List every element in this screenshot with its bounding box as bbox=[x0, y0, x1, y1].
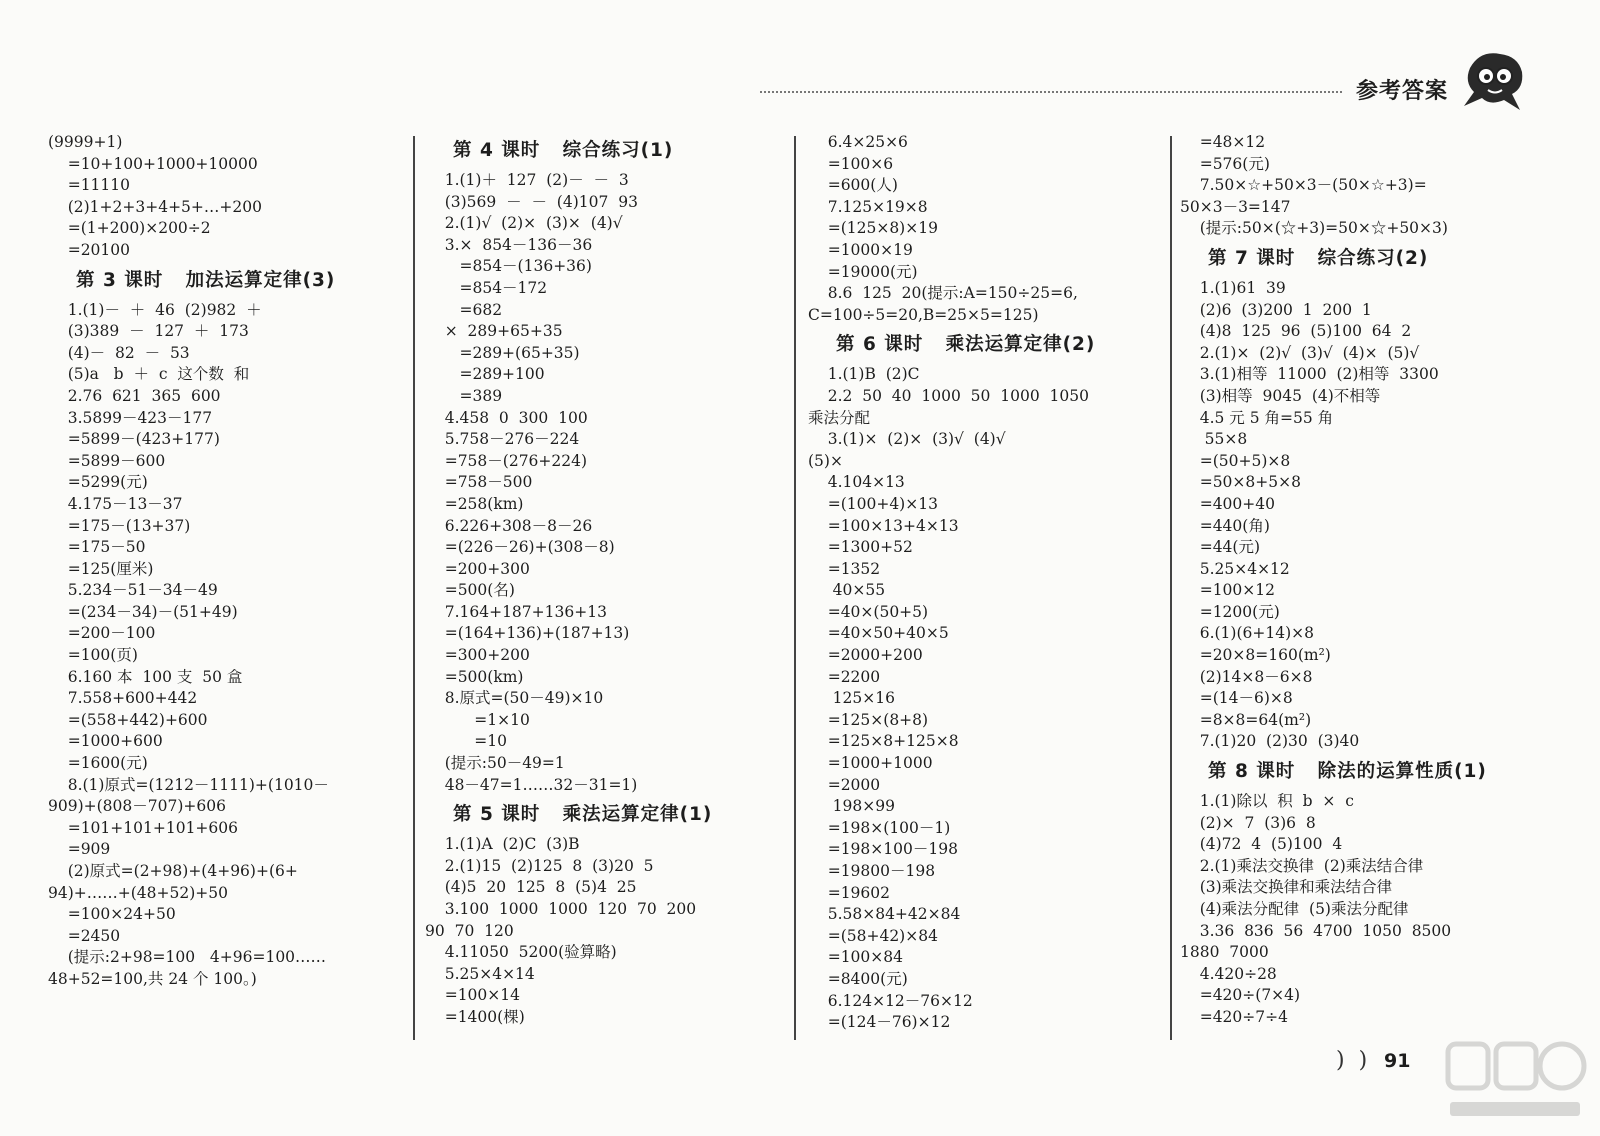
watermark-logo-icon bbox=[1440, 1036, 1590, 1130]
answer-line: 1880 7000 bbox=[1180, 943, 1269, 962]
answer-line: =854－172 bbox=[425, 278, 548, 297]
answer-line: =(164+136)+(187+13) bbox=[425, 624, 630, 643]
answer-line: =1×10 bbox=[425, 710, 530, 729]
answer-line: =576(元) bbox=[1180, 154, 1270, 173]
answer-line: 7.164+187+136+13 bbox=[425, 602, 607, 621]
answer-line: 3.× 854－136－36 bbox=[425, 235, 593, 254]
answer-line: 90 70 120 bbox=[425, 921, 514, 940]
answer-line: (3)乘法交换律和乘法结合律 bbox=[1180, 878, 1393, 897]
answer-line: (3)相等 9045 (4)不相等 bbox=[1180, 386, 1381, 405]
answer-line: =300+200 bbox=[425, 646, 530, 665]
answer-line: =8×8=64(m²) bbox=[1180, 710, 1312, 729]
answer-line: 7.558+600+442 bbox=[48, 689, 198, 708]
answer-line: 8.6 125 20(提示:A=150÷25=6, bbox=[808, 284, 1078, 303]
answer-line: =100(页) bbox=[48, 646, 138, 665]
answer-line: =(14－6)×8 bbox=[1180, 689, 1293, 708]
answer-line: =100×14 bbox=[425, 986, 520, 1005]
lesson-heading: 第 6 课时 乘法运算定律(2) bbox=[836, 334, 1096, 356]
answer-line: (提示:2+98=100 4+96=100…… bbox=[48, 948, 327, 967]
answer-line: =289+(65+35) bbox=[425, 343, 580, 362]
answer-line: 1.(1)B (2)C bbox=[808, 365, 920, 384]
footer-marks: ) ) bbox=[1336, 1048, 1368, 1073]
answer-line: 5.58×84+42×84 bbox=[808, 905, 961, 924]
answer-line: (4)5 20 125 8 (5)4 25 bbox=[425, 878, 637, 897]
answer-line: =5899－(423+177) bbox=[48, 430, 220, 449]
answer-line: 48+52=100,共 24 个 100。) bbox=[48, 969, 257, 988]
answer-line: =40×(50+5) bbox=[808, 602, 929, 621]
answer-column-3 bbox=[808, 132, 1158, 1044]
answer-line: =20100 bbox=[48, 240, 131, 259]
answer-line: =500(km) bbox=[425, 667, 524, 686]
answer-line: (2)6 (3)200 1 200 1 bbox=[1180, 300, 1372, 319]
answer-line: 3.(1)× (2)× (3)√ (4)√ bbox=[808, 430, 1006, 449]
answer-line: =(100+4)×13 bbox=[808, 494, 938, 513]
answer-line: =19000(元) bbox=[808, 262, 918, 281]
answer-line: 1.(1)除以 积 b × c bbox=[1180, 792, 1354, 811]
answer-line: =198×(100－1) bbox=[808, 818, 951, 837]
answer-line: 4.11050 5200(验算略) bbox=[425, 943, 617, 962]
answer-line: =100×12 bbox=[1180, 581, 1275, 600]
answer-line: 6.4×25×6 bbox=[808, 133, 908, 151]
answer-line: 3.36 836 56 4700 1050 8500 bbox=[1180, 921, 1452, 940]
answer-line: =289+100 bbox=[425, 365, 545, 384]
answer-line: =1352 bbox=[808, 559, 881, 578]
answer-line: (4)乘法分配律 (5)乘法分配律 bbox=[1180, 900, 1409, 918]
answer-line: 1.(1)－ ＋ 46 (2)982 ＋ bbox=[48, 300, 262, 319]
answer-line: 8.原式=(50－49)×10 bbox=[425, 689, 604, 708]
answer-line: =19602 bbox=[808, 883, 891, 902]
answer-line: =(226－26)+(308－8) bbox=[425, 538, 615, 557]
answer-line: 6.124×12－76×12 bbox=[808, 991, 973, 1010]
answer-line: 1.(1)＋ 127 (2)－ － 3 bbox=[425, 171, 629, 189]
answer-line: =1000×19 bbox=[808, 240, 913, 259]
answer-line: (2)× 7 (3)6 8 bbox=[1180, 813, 1316, 832]
page-header bbox=[760, 66, 1540, 136]
answer-line: =1200(元) bbox=[1180, 602, 1280, 621]
answer-line: =420÷(7×4) bbox=[1180, 986, 1301, 1005]
answer-line: =1400(棵) bbox=[425, 1007, 525, 1026]
answer-line: 5.758－276－224 bbox=[425, 430, 580, 449]
answer-line: (4)－ 82 － 53 bbox=[48, 343, 190, 362]
lesson-heading: 第 5 课时 乘法运算定律(1) bbox=[453, 804, 713, 826]
answer-line: 94)+……+(48+52)+50 bbox=[48, 883, 228, 902]
answer-line: =400+40 bbox=[1180, 494, 1275, 513]
answer-line: =5299(元) bbox=[48, 473, 148, 492]
answer-line: 7.(1)20 (2)30 (3)40 bbox=[1180, 732, 1360, 751]
answer-line: (提示:50×(☆+3)=50×☆+50×3) bbox=[1180, 219, 1448, 238]
answer-line: 2.(1)√ (2)× (3)× (4)√ bbox=[425, 214, 623, 233]
answer-line: =8400(元) bbox=[808, 969, 908, 988]
column-divider-1 bbox=[413, 136, 415, 1040]
header-dotted-rule bbox=[760, 91, 1342, 93]
answer-line: 6.(1)(6+14)×8 bbox=[1180, 624, 1314, 643]
answer-line: =(125×8)×19 bbox=[808, 219, 938, 238]
answer-line: (4)72 4 (5)100 4 bbox=[1180, 835, 1343, 854]
answer-line: =258(km) bbox=[425, 494, 524, 513]
answer-line: =(1+200)×200÷2 bbox=[48, 219, 211, 238]
answer-line: =198×100－198 bbox=[808, 840, 958, 859]
answer-line: (3)569 － － (4)107 93 bbox=[425, 192, 638, 211]
answer-line: =125×8+125×8 bbox=[808, 732, 959, 751]
answer-line: =175－(13+37) bbox=[48, 516, 191, 535]
answer-line: =200+300 bbox=[425, 559, 530, 578]
answer-line: 40×55 bbox=[808, 581, 886, 600]
answer-line: =5899－600 bbox=[48, 451, 166, 470]
answer-line: =100×6 bbox=[808, 154, 894, 173]
page-number: 91 bbox=[1384, 1050, 1411, 1072]
answer-line: =440(角) bbox=[1180, 516, 1270, 535]
answer-line: =175－50 bbox=[48, 538, 146, 557]
answer-line: 5.25×4×14 bbox=[425, 964, 535, 983]
answer-line: × 289+65+35 bbox=[425, 322, 563, 341]
answer-line: 909)+(808－707)+606 bbox=[48, 797, 226, 816]
answer-line: =(58+42)×84 bbox=[808, 926, 938, 945]
answer-line: C=100÷5=20,B=25×5=125) bbox=[808, 305, 1039, 324]
answer-line: 50×3－3=147 bbox=[1180, 197, 1291, 216]
answer-line: 55×8 bbox=[1180, 430, 1248, 449]
answer-line: =10 bbox=[425, 732, 507, 751]
answer-line: (5)a b ＋ c 这个数 和 bbox=[48, 365, 250, 384]
answer-line: =100×24+50 bbox=[48, 905, 176, 924]
answer-line: 4.458 0 300 100 bbox=[425, 408, 588, 427]
answer-line: =600(人) bbox=[808, 176, 898, 195]
answer-line: =2000 bbox=[808, 775, 881, 794]
answer-line: (4)8 125 96 (5)100 64 2 bbox=[1180, 322, 1412, 341]
answer-line: =1600(元) bbox=[48, 754, 148, 773]
answer-column-4 bbox=[1180, 132, 1560, 1044]
answer-line: =909 bbox=[48, 840, 111, 859]
lesson-heading: 第 8 课时 除法的运算性质(1) bbox=[1208, 761, 1487, 783]
answer-line: =(124－76)×12 bbox=[808, 1013, 951, 1032]
answer-line: 3.100 1000 1000 120 70 200 bbox=[425, 900, 697, 918]
answer-line: 乘法分配 bbox=[808, 408, 871, 427]
answer-line: =100×13+4×13 bbox=[808, 516, 959, 535]
answer-line: =11110 bbox=[48, 176, 131, 195]
mascot-icon bbox=[1460, 48, 1528, 118]
answer-line: 4.420÷28 bbox=[1180, 964, 1277, 983]
answer-line: 5.234－51－34－49 bbox=[48, 581, 218, 600]
answer-line: =2450 bbox=[48, 926, 121, 945]
answer-line: 198×99 bbox=[808, 797, 895, 816]
answer-line: (提示:50－49=1 bbox=[425, 754, 565, 773]
answer-line: 5.25×4×12 bbox=[1180, 559, 1290, 578]
answer-line: =758－(276+224) bbox=[425, 451, 588, 470]
answer-line: 6.160 本 100 支 50 盒 bbox=[48, 667, 243, 686]
answer-line: =854－(136+36) bbox=[425, 257, 592, 276]
answer-column-2 bbox=[425, 132, 782, 1044]
answer-line: 3.(1)相等 11000 (2)相等 3300 bbox=[1180, 365, 1439, 384]
answer-line: =100×84 bbox=[808, 948, 903, 967]
answer-line: 1.(1)A (2)C (3)B bbox=[425, 835, 580, 854]
answer-line: (5)× bbox=[808, 451, 843, 470]
answer-line: 2.(1)乘法交换律 (2)乘法结合律 bbox=[1180, 856, 1424, 875]
answer-line: 3.5899－423－177 bbox=[48, 408, 213, 427]
lesson-heading: 第 4 课时 综合练习(1) bbox=[453, 140, 674, 161]
header-title: 参考答案 bbox=[1356, 79, 1449, 104]
answer-line: =2200 bbox=[808, 667, 881, 686]
answer-line: =2000+200 bbox=[808, 646, 923, 665]
answer-line: 7.50×☆+50×3－(50×☆+3)= bbox=[1180, 176, 1427, 195]
answer-line: =(50+5)×8 bbox=[1180, 451, 1291, 470]
answer-line: =682 bbox=[425, 300, 503, 319]
answer-line: (2)14×8－6×8 bbox=[1180, 667, 1313, 686]
answer-line: =125×(8+8) bbox=[808, 710, 929, 729]
answer-line: =50×8+5×8 bbox=[1180, 473, 1301, 492]
answer-line: 1.(1)61 39 bbox=[1180, 278, 1286, 297]
answer-line: =(234－34)－(51+49) bbox=[48, 602, 238, 621]
answer-line: 2.(1)× (2)√ (3)√ (4)× (5)√ bbox=[1180, 343, 1420, 362]
lesson-heading: 第 3 课时 加法运算定律(3) bbox=[76, 269, 336, 291]
answer-line: 2.76 621 365 600 bbox=[48, 386, 221, 405]
answer-line: =125(厘米) bbox=[48, 559, 154, 578]
answer-line: 4.5 元 5 角=55 角 bbox=[1180, 408, 1334, 427]
answer-line: =500(名) bbox=[425, 581, 515, 600]
answer-line: (9999+1) bbox=[48, 133, 123, 151]
answer-line: 125×16 bbox=[808, 689, 895, 708]
answer-line: =(558+442)+600 bbox=[48, 710, 208, 729]
answer-line: =10+100+1000+10000 bbox=[48, 154, 258, 173]
answer-line: =420÷7÷4 bbox=[1180, 1007, 1288, 1026]
answer-line: =389 bbox=[425, 386, 503, 405]
answer-line: 4.104×13 bbox=[808, 473, 905, 492]
answer-line: (2)1+2+3+4+5+…+200 bbox=[48, 197, 262, 216]
answer-line: 48－47=1……32－31=1) bbox=[425, 775, 638, 794]
answer-line: 4.175－13－37 bbox=[48, 494, 183, 513]
answer-line: 2.(1)15 (2)125 8 (3)20 5 bbox=[425, 856, 654, 875]
answer-line: =200－100 bbox=[48, 624, 156, 643]
answer-line: =20×8=160(m²) bbox=[1180, 646, 1331, 665]
answer-line: 8.(1)原式=(1212－1111)+(1010－ bbox=[48, 775, 329, 794]
answer-line: =1300+52 bbox=[808, 538, 913, 557]
answer-column-1 bbox=[48, 132, 400, 1044]
answer-line: =758－500 bbox=[425, 473, 533, 492]
answer-line: 6.226+308－8－26 bbox=[425, 516, 593, 535]
column-divider-2 bbox=[794, 136, 796, 1040]
answer-line: =44(元) bbox=[1180, 538, 1261, 557]
answer-line: 2.2 50 40 1000 50 1000 1050 bbox=[808, 386, 1089, 405]
answer-line: 7.125×19×8 bbox=[808, 197, 928, 216]
answer-line: =40×50+40×5 bbox=[808, 624, 949, 643]
lesson-heading: 第 7 课时 综合练习(2) bbox=[1208, 247, 1429, 269]
answer-line: =1000+600 bbox=[48, 732, 163, 751]
answer-line: (3)389 － 127 ＋ 173 bbox=[48, 322, 249, 341]
answer-line: =48×12 bbox=[1180, 133, 1266, 151]
answer-line: =101+101+101+606 bbox=[48, 818, 238, 837]
column-divider-3 bbox=[1170, 136, 1172, 1040]
answer-line: =19800－198 bbox=[808, 862, 936, 880]
answer-line: (2)原式=(2+98)+(4+96)+(6+ bbox=[48, 862, 298, 880]
answer-line: =1000+1000 bbox=[808, 754, 933, 773]
